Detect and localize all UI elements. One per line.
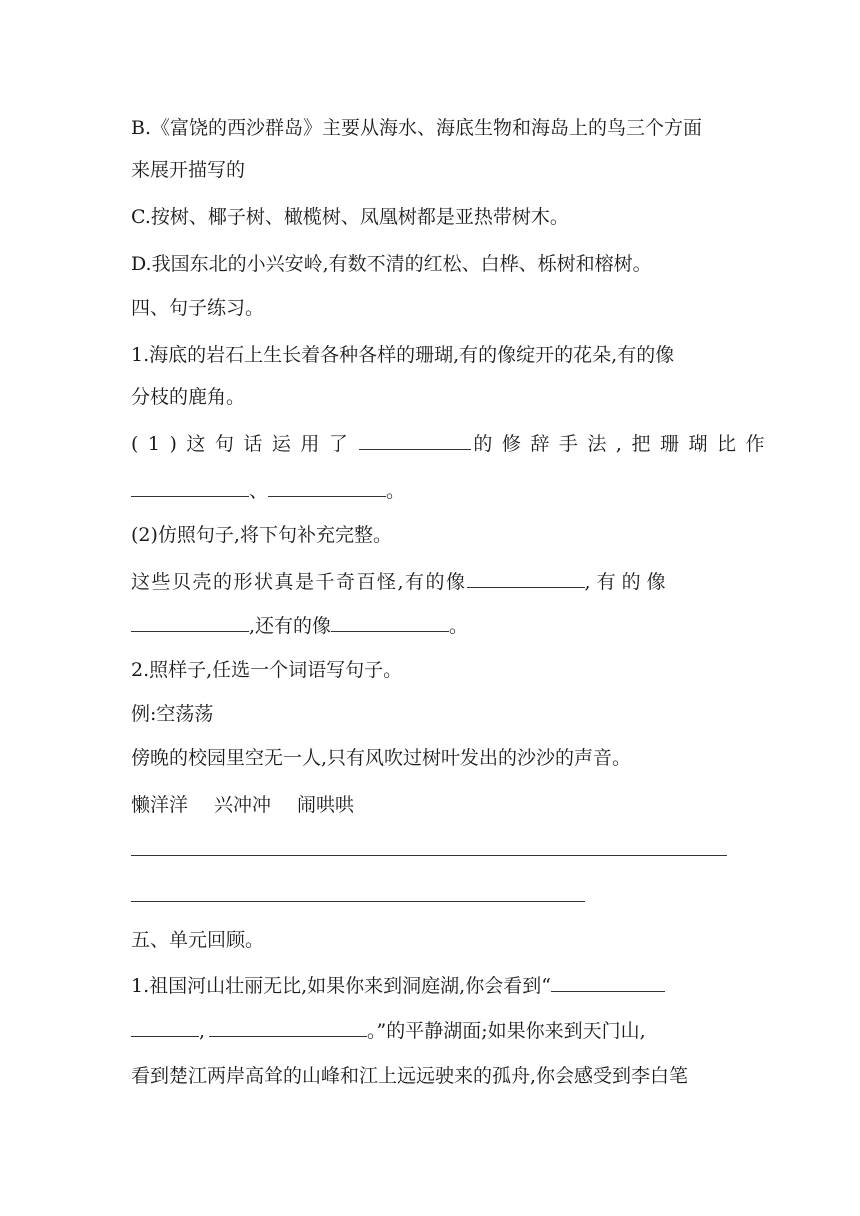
review-1-line2 — [131, 1019, 646, 1043]
fill-blank-shell-1[interactable] — [467, 570, 585, 588]
q1-1-suffix: 的修辞手法,把珊瑚比作 — [473, 433, 774, 455]
section-four-heading: 四、句子练习。 — [131, 297, 265, 319]
fill-blank-compare-1[interactable] — [131, 479, 249, 497]
shell-sentence-also: ,还有的像 — [249, 615, 332, 637]
review-1-line1 — [131, 974, 665, 998]
question-2-instruction: 2.照样子,任选一个词语写句子。 — [131, 659, 403, 681]
question-1-line1: 1.海底的岩石上生长着各种各样的珊瑚,有的像绽开的花朵,有的像 — [131, 344, 675, 366]
word-choice: 懒洋洋 — [131, 794, 189, 816]
answer-line-2[interactable] — [131, 901, 585, 902]
review-1-line3: 看到楚江两岸高耸的山峰和江上远远驶来的孤舟,你会感受到李白笔 — [131, 1065, 689, 1087]
word-choice: 兴冲冲 — [214, 794, 272, 816]
fill-blank-poem-1-cont[interactable] — [131, 1019, 199, 1037]
fill-blank-shell-2[interactable] — [131, 614, 249, 632]
question-1-2-line1 — [131, 570, 672, 594]
fill-blank-poem-1[interactable] — [551, 974, 665, 992]
question-1-line2: 分枝的鹿角。 — [131, 386, 246, 408]
review-1-text-2: 。”的平静湖面;如果你来到天门山, — [367, 1020, 646, 1042]
option-c: C.按树、椰子树、橄榄树、凤凰树都是亚热带树木。 — [131, 206, 569, 228]
option-d: D.我国东北的小兴安岭,有数不清的红松、白桦、栎树和榕树。 — [131, 253, 652, 275]
fill-blank-poem-2[interactable] — [209, 1019, 367, 1037]
separator-text: 、 — [249, 480, 269, 502]
review-1-text: 1.祖国河山壮丽无比,如果你来到洞庭湖,你会看到“ — [131, 975, 551, 997]
option-b-line1: B.《富饶的西沙群岛》主要从海水、海底生物和海岛上的鸟三个方面 — [131, 117, 703, 139]
shell-sentence-start: 这些贝壳的形状真是千奇百怪,有的像 — [131, 571, 467, 593]
shell-sentence-mid: ,有的像 — [584, 571, 672, 593]
answer-line-1[interactable] — [131, 855, 727, 856]
word-choice: 闹哄哄 — [297, 794, 355, 816]
end-punct: 。 — [386, 480, 406, 502]
example-sentence: 傍晚的校园里空无一人,只有风吹过树叶发出的沙沙的声音。 — [131, 747, 632, 769]
question-1-1-line — [131, 432, 774, 456]
q1-1-prefix: (1)这句话运用了 — [131, 433, 358, 455]
question-1-2-instruction: (2)仿照句子,将下句补充完整。 — [131, 524, 392, 546]
section-five-heading: 五、单元回顾。 — [131, 929, 265, 951]
example-label: 例:空荡荡 — [131, 703, 214, 725]
end-punct: 。 — [449, 615, 469, 637]
comma-text: , — [199, 1020, 206, 1042]
fill-blank-compare-2[interactable] — [268, 479, 386, 497]
fill-blank-rhetoric[interactable] — [359, 432, 471, 450]
fill-blank-shell-3[interactable] — [331, 614, 449, 632]
question-1-2-line2 — [131, 614, 468, 638]
question-1-1-blanks — [131, 479, 405, 503]
word-choices — [131, 793, 354, 817]
option-b-line2: 来展开描写的 — [131, 159, 246, 181]
